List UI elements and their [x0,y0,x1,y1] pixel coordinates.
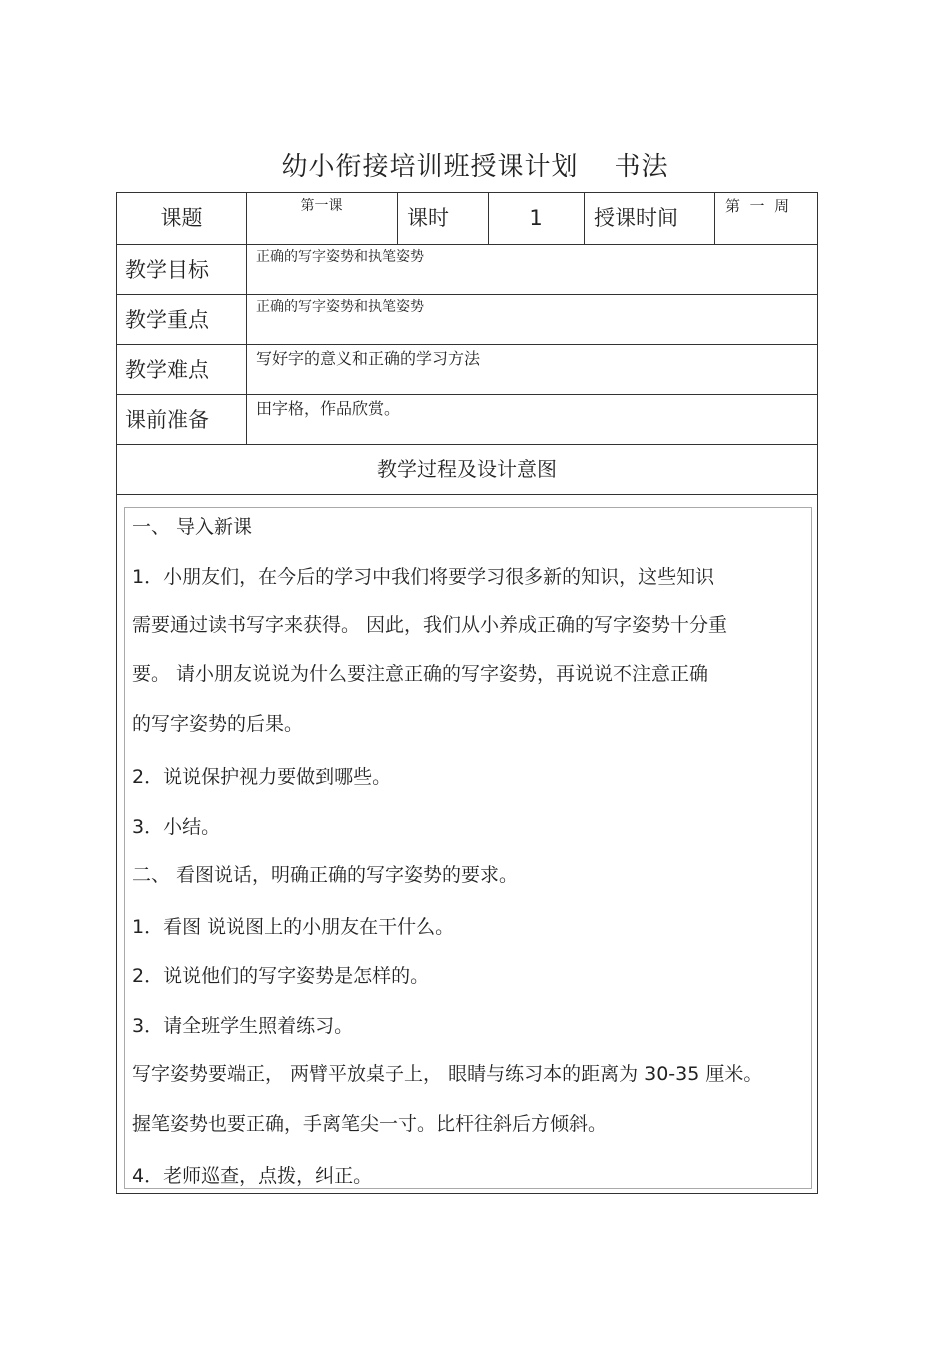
topic-value: 第一课 [300,198,343,214]
title-subject: 书法 [614,152,669,182]
process-line: 4．老师巡查，点拨，纠正。 [132,1165,373,1187]
process-content [124,507,812,1189]
process-line: 需要通过读书写字来获得。 因此，我们从小养成正确的写字姿势十分重 [132,614,728,636]
row-value-key-points: 正确的写字姿势和执笔姿势 [256,299,424,315]
process-line: 一、 导入新课 [132,516,253,538]
process-line: 1．小朋友们，在今后的学习中我们将要学习很多新的知识，这些知识 [132,566,715,588]
row-label-objectives: 教学目标 [125,258,209,282]
title-main: 幼小衔接培训班授课计划 [281,152,579,182]
hours-label: 课时 [407,206,449,230]
process-line: 3．请全班学生照着练习。 [132,1015,354,1037]
row-value-objectives: 正确的写字姿势和执笔姿势 [256,249,424,265]
process-header: 教学过程及设计意图 [377,457,557,481]
document-title [0,146,950,183]
row-label-preparation: 课前准备 [125,408,209,432]
process-line: 3．小结。 [132,816,221,838]
process-line: 要。 请小朋友说说为什么要注意正确的写字姿势，再说说不注意正确 [132,663,709,685]
lesson-plan-table [116,192,818,1194]
process-line: 2．说说保护视力要做到哪些。 [132,766,392,788]
row-label-difficulties: 教学难点 [125,358,209,382]
process-line: 二、 看图说话，明确正确的写字姿势的要求。 [132,864,519,886]
row-label-key-points: 教学重点 [125,308,209,332]
row-value-preparation: 田字格，作品欣赏。 [256,399,401,418]
process-line: 2．说说他们的写字姿势是怎样的。 [132,965,430,987]
hours-value: 1 [529,206,543,230]
row-value-difficulties: 写好字的意义和正确的学习方法 [256,349,481,368]
process-line: 1．看图 说说图上的小朋友在干什么。 [132,916,455,938]
process-line: 写字姿势要端正， 两臂平放桌子上， 眼睛与练习本的距离为 30-35 厘米。 [132,1063,763,1085]
process-line: 握笔姿势也要正确，手离笔尖一寸。比杆往斜后方倾斜。 [132,1113,608,1135]
process-line: 的写字姿势的后果。 [132,713,304,735]
time-label: 授课时间 [594,206,678,230]
topic-label: 课题 [160,206,203,230]
time-value: 第 一 周 [725,197,790,215]
